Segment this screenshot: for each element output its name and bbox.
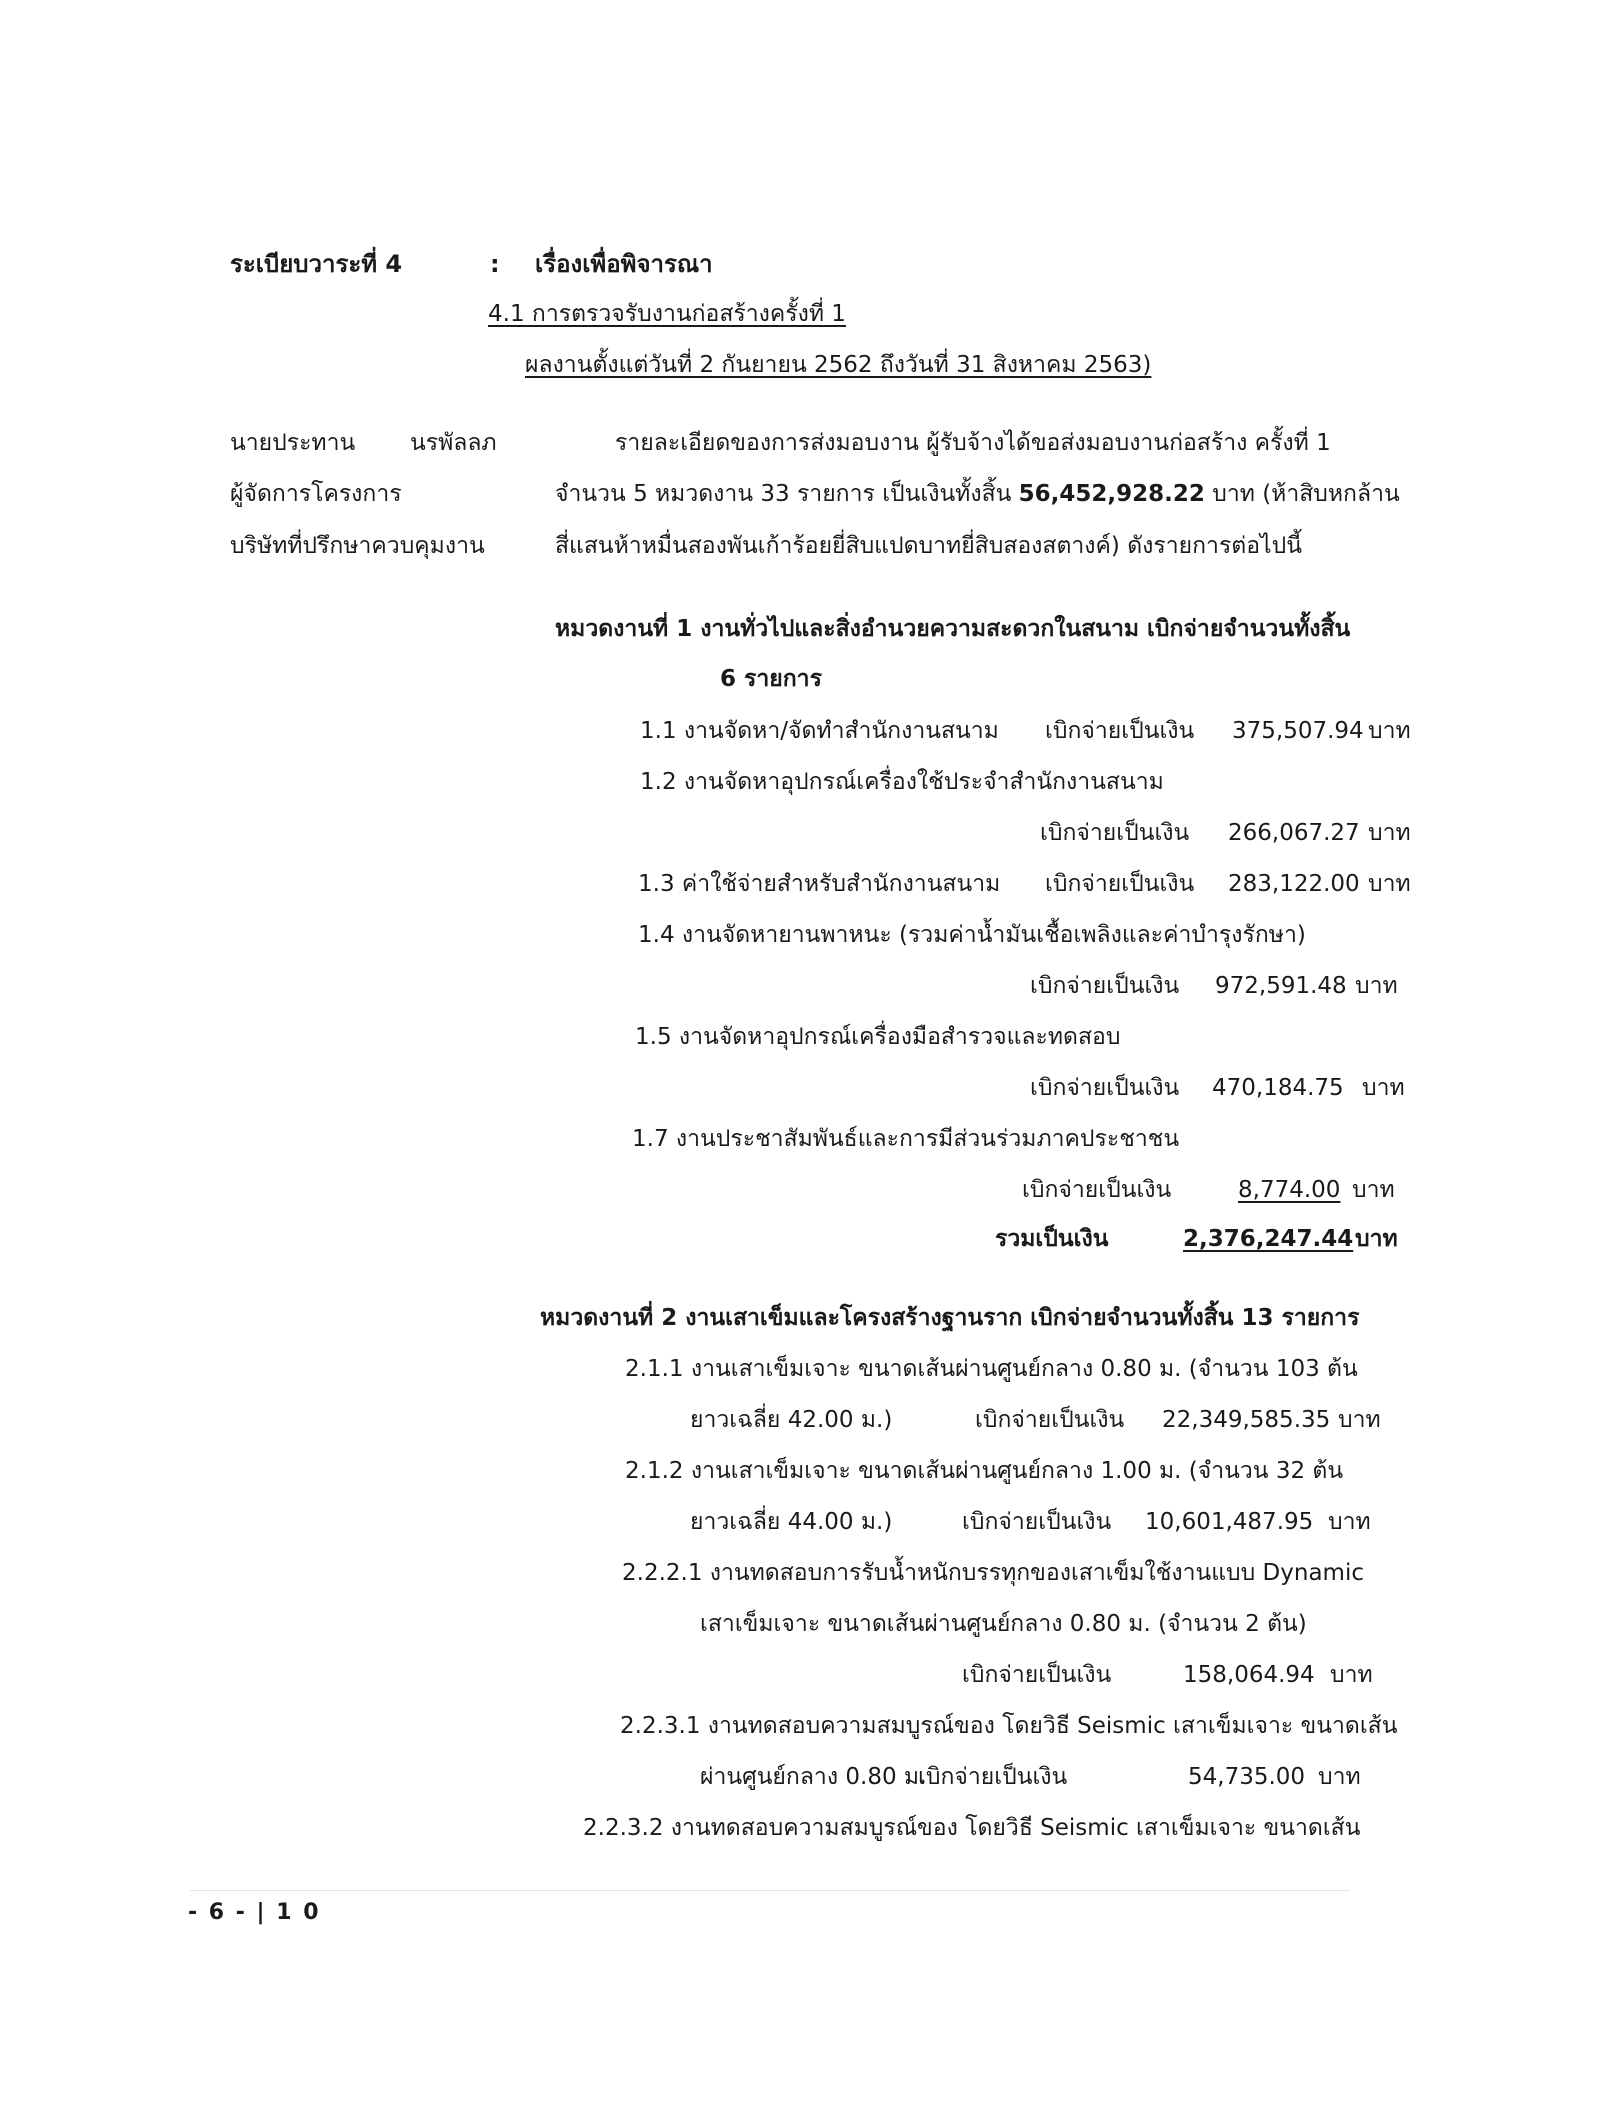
item-2-2-2-1-line-1: 2.2.2.1 งานทดสอบการรับน้ำหนักบรรทุกของเสาเข็มใช้งานแบบ Dynamic: [622, 1560, 1364, 1586]
item-1-5-amount: 470,184.75: [1212, 1075, 1344, 1101]
item-2-2-2-1-label: เบิกจ่ายเป็นเงิน: [962, 1662, 1112, 1688]
item-1-1-amount: 375,507.94: [1232, 718, 1364, 744]
item-2-1-2-label: เบิกจ่ายเป็นเงิน: [962, 1509, 1112, 1535]
item-2-2-3-1-unit: บาท: [1318, 1764, 1361, 1790]
intro-line-2-pre: จำนวน 5 หมวดงาน 33 รายการ เป็นเงินทั้งสิ้น: [555, 481, 1019, 507]
group-1-heading: หมวดงานที่ 1 งานทั่วไปและสิ่งอำนวยความสะดวกในสนาม เบิกจ่ายจำนวนทั้งสิ้น: [555, 616, 1351, 642]
item-2-2-3-1-line-2: ผ่านศูนย์กลาง 0.80 ม.: [700, 1764, 927, 1790]
item-2-1-2-unit: บาท: [1328, 1509, 1371, 1535]
speaker-position: ผู้จัดการโครงการ: [230, 481, 402, 507]
item-2-1-1-line-1: 2.1.1 งานเสาเข็มเจาะ ขนาดเส้นผ่านศูนย์กลาง 0.80 ม. (จำนวน 103 ต้น: [625, 1356, 1358, 1382]
item-1-7: 1.7 งานประชาสัมพันธ์และการมีส่วนร่วมภาคประชาชน: [632, 1126, 1180, 1152]
intro-total-amount: 56,452,928.22: [1018, 481, 1205, 507]
group-1-total-amount: 2,376,247.44: [1183, 1226, 1354, 1252]
item-1-5-label: เบิกจ่ายเป็นเงิน: [1030, 1075, 1180, 1101]
page-number: - 6 - | 1 0: [188, 1900, 321, 1925]
item-1-2-amount: 266,067.27: [1228, 820, 1360, 846]
footer-divider: [190, 1890, 1350, 1891]
item-1-3: 1.3 ค่าใช้จ่ายสำหรับสำนักงานสนาม: [638, 871, 1001, 897]
item-1-4-label: เบิกจ่ายเป็นเงิน: [1030, 973, 1180, 999]
group-1-heading-count: 6 รายการ: [720, 666, 822, 692]
item-1-7-label: เบิกจ่ายเป็นเงิน: [1022, 1177, 1172, 1203]
item-2-2-3-1-line-1: 2.2.3.1 งานทดสอบความสมบูรณ์ของ โดยวิธี Seismic เสาเข็มเจาะ ขนาดเส้น: [620, 1713, 1398, 1739]
speaker-company: บริษัทที่ปรึกษาควบคุมงาน: [230, 533, 485, 559]
item-2-2-2-1-amount: 158,064.94: [1183, 1662, 1315, 1688]
group-1-total-label: รวมเป็นเงิน: [995, 1226, 1109, 1252]
item-2-2-3-2-line-1: 2.2.3.2 งานทดสอบความสมบูรณ์ของ โดยวิธี Seismic เสาเข็มเจาะ ขนาดเส้น: [583, 1815, 1361, 1841]
item-2-1-2-amount: 10,601,487.95: [1145, 1509, 1314, 1535]
group-1-total-unit: บาท: [1355, 1226, 1398, 1252]
item-1-7-amount: 8,774.00: [1238, 1177, 1341, 1203]
item-1-3-unit: บาท: [1368, 871, 1411, 897]
item-2-2-2-1-unit: บาท: [1330, 1662, 1373, 1688]
intro-line-1: รายละเอียดของการส่งมอบงาน ผู้รับจ้างได้ขอส่งมอบงานก่อสร้าง ครั้งที่ 1: [615, 430, 1331, 456]
item-2-1-1-line-2: ยาวเฉลี่ย 42.00 ม.): [690, 1407, 893, 1433]
item-1-2-label: เบิกจ่ายเป็นเงิน: [1040, 820, 1190, 846]
item-2-1-1-amount: 22,349,585.35: [1162, 1407, 1331, 1433]
sub-title: 4.1 การตรวจรับงานก่อสร้างครั้งที่ 1: [488, 301, 846, 327]
item-1-5: 1.5 งานจัดหาอุปกรณ์เครื่องมือสำรวจและทดสอบ: [635, 1024, 1121, 1050]
item-1-3-label: เบิกจ่ายเป็นเงิน: [1045, 871, 1195, 897]
item-1-3-amount: 283,122.00: [1228, 871, 1360, 897]
item-1-1-unit: บาท: [1368, 718, 1411, 744]
item-1-2-unit: บาท: [1368, 820, 1411, 846]
item-2-1-2-line-1: 2.1.2 งานเสาเข็มเจาะ ขนาดเส้นผ่านศูนย์กลาง 1.00 ม. (จำนวน 32 ต้น: [625, 1458, 1344, 1484]
item-1-4-amount: 972,591.48: [1215, 973, 1347, 999]
item-2-2-3-1-label: เบิกจ่ายเป็นเงิน: [918, 1764, 1068, 1790]
item-2-2-2-1-line-2: เสาเข็มเจาะ ขนาดเส้นผ่านศูนย์กลาง 0.80 ม. (จำนวน 2 ต้น): [700, 1611, 1307, 1637]
agenda-title: เรื่องเพื่อพิจารณา: [535, 250, 713, 278]
intro-line-2: [555, 483, 1400, 506]
item-2-1-1-label: เบิกจ่ายเป็นเงิน: [975, 1407, 1125, 1433]
item-2-1-1-unit: บาท: [1338, 1407, 1381, 1433]
agenda-colon: :: [490, 250, 500, 278]
item-1-1-label: เบิกจ่ายเป็นเงิน: [1045, 718, 1195, 744]
group-2-heading: หมวดงานที่ 2 งานเสาเข็มและโครงสร้างฐานราก เบิกจ่ายจำนวนทั้งสิ้น 13 รายการ: [540, 1305, 1360, 1331]
item-1-1: 1.1 งานจัดหา/จัดทำสำนักงานสนาม: [640, 718, 999, 744]
item-1-4-unit: บาท: [1355, 973, 1398, 999]
item-1-4: 1.4 งานจัดหายานพาหนะ (รวมค่าน้ำมันเชื้อเพลิงและค่าบำรุงรักษา): [638, 922, 1306, 948]
item-2-1-2-line-2: ยาวเฉลี่ย 44.00 ม.): [690, 1509, 893, 1535]
item-1-5-unit: บาท: [1362, 1075, 1405, 1101]
intro-line-3: สี่แสนห้าหมื่นสองพันเก้าร้อยยี่สิบแปดบาทยี่สิบสองสตางค์) ดังรายการต่อไปนี้: [555, 533, 1302, 559]
item-1-7-unit: บาท: [1352, 1177, 1395, 1203]
item-2-2-3-1-amount: 54,735.00: [1188, 1764, 1306, 1790]
speaker-surname: นรพัลลภ: [410, 430, 497, 456]
intro-line-2-post: บาท (ห้าสิบหกล้าน: [1204, 481, 1400, 507]
item-1-2: 1.2 งานจัดหาอุปกรณ์เครื่องใช้ประจำสำนักงานสนาม: [640, 769, 1164, 795]
speaker-name: นายประทาน: [230, 430, 356, 456]
sub-period: ผลงานตั้งแต่วันที่ 2 กันยายน 2562 ถึงวันที่ 31 สิงหาคม 2563): [525, 352, 1152, 378]
agenda-number: ระเบียบวาระที่ 4: [230, 250, 403, 278]
